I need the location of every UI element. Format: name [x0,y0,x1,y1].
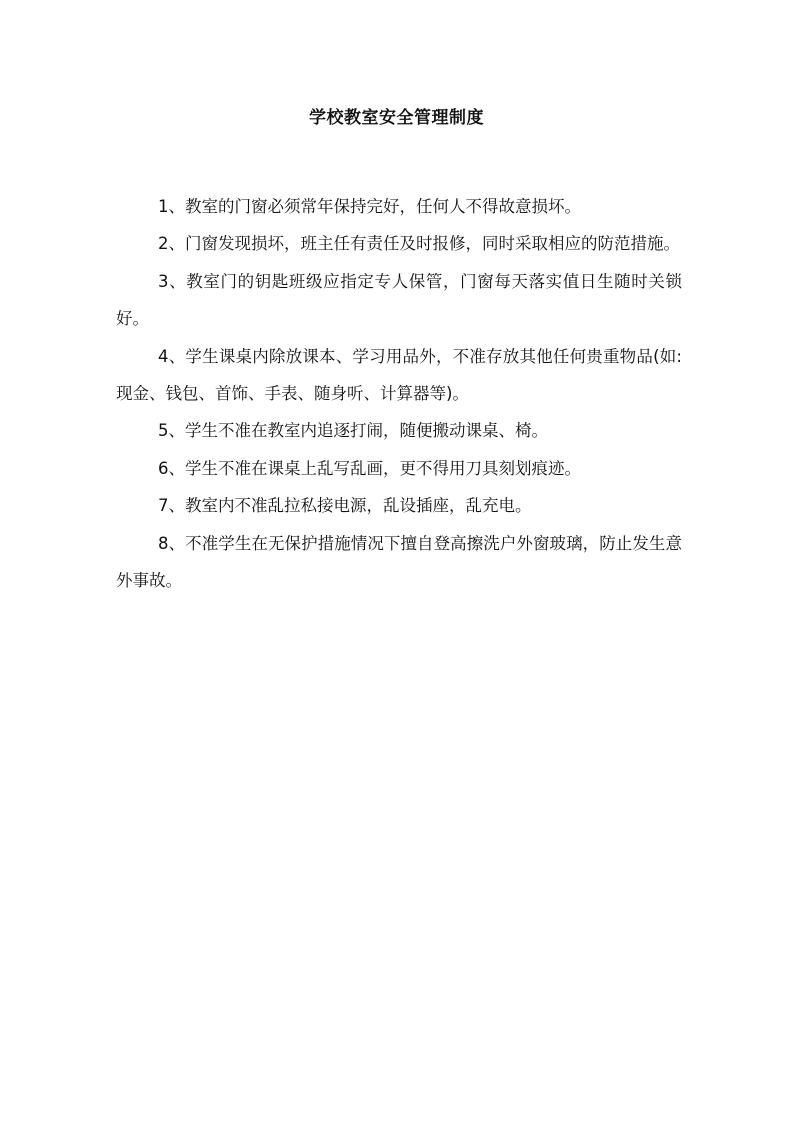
rule-item-2: 2、门窗发现损坏，班主任有责任及时报修，同时采取相应的防范措施。 [158,234,680,254]
rule-item-6: 6、学生不准在课桌上乱写乱画，更不得用刀具刻划痕迹。 [158,458,581,478]
rule-item-8: 8、不准学生在无保护措施情况下擅自登高擦洗户外窗玻璃，防止发生意外事故。 [116,533,682,591]
document-body [116,188,682,599]
rule-item-4: 4、学生课桌内除放课本、学习用品外，不准存放其他任何贵重物品(如:现金、钱包、首饰、手表、随身听、计算器等)。 [116,346,682,404]
rule-item-7: 7、教室内不准乱拉私接电源，乱设插座，乱充电。 [158,496,532,516]
rule-item-3: 3、教室门的钥匙班级应指定专人保管，门窗每天落实值日生随时关锁好。 [116,271,682,329]
document-title: 学校教室安全管理制度 [309,108,484,128]
rule-item-5: 5、学生不准在教室内追逐打闹，随便搬动课桌、椅。 [158,421,548,441]
rule-item-1: 1、教室的门窗必须常年保持完好，任何人不得故意损坏。 [158,197,581,216]
